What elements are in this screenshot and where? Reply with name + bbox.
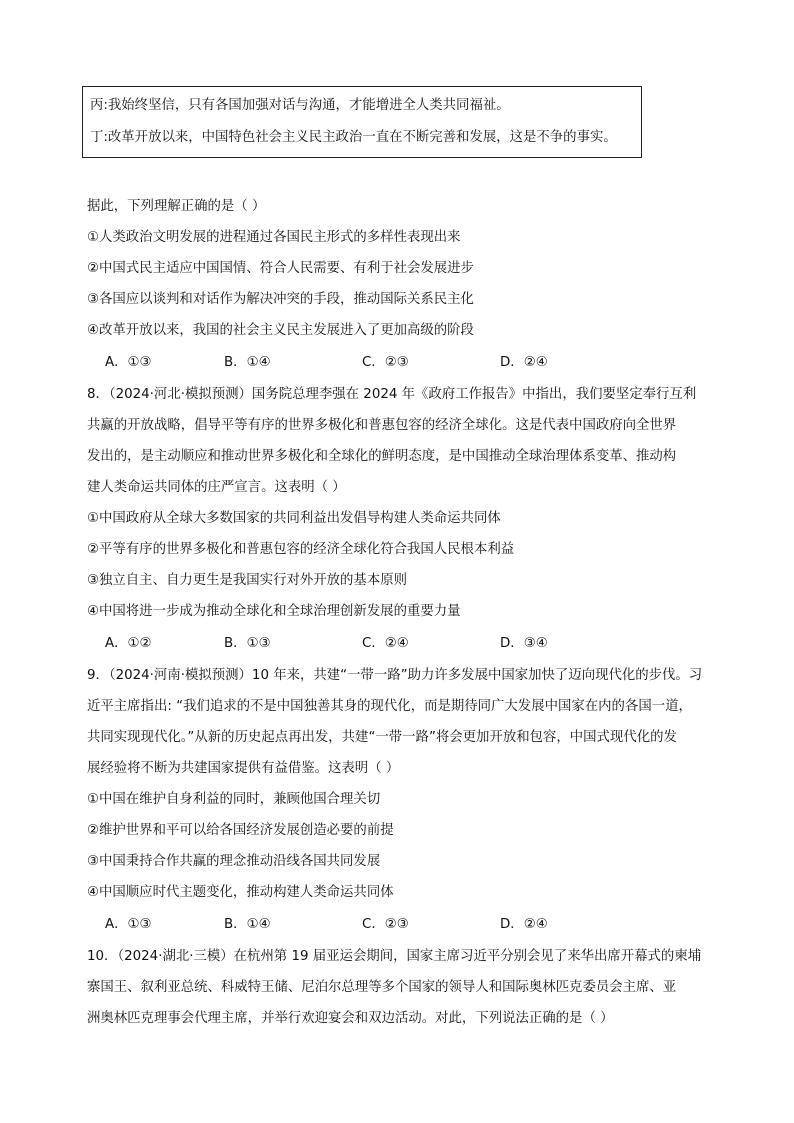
q9-text-line-4: 展经验将不断为共建国家提供有益借鉴。这表明（ ） bbox=[87, 761, 400, 776]
q9-text-line-3: 共同实现现代化。”从新的历史起点再出发，共建“一带一路”将会更加开放和包容，中国式现代化的发 bbox=[87, 730, 677, 745]
q9-statement-3: ③中国秉持合作共赢的理念推动沿线各国共同发展 bbox=[87, 854, 381, 869]
q8-text-line-1: 8．（2024·河北·模拟预测）国务院总理李强在 2024 年《政府工作报告》中指出，我们要坚定奉行互利 bbox=[87, 387, 697, 402]
q9-option-b: B．①④ bbox=[224, 917, 271, 932]
q10-text-line-1: 10．（2024·湖北·三模）在杭州第 19 届亚运会期间，国家主席习近平分别会见了来华出席开幕式的柬埔 bbox=[87, 949, 702, 964]
q7-stem: 据此，下列理解正确的是（ ） bbox=[87, 199, 266, 214]
q9-statement-2: ②维护世界和平可以给各国经济发展创造必要的前提 bbox=[87, 823, 394, 838]
q9-option-a: A．①③ bbox=[105, 917, 152, 932]
q7-option-a: A．①③ bbox=[105, 355, 152, 370]
q10-text-line-3: 洲奥林匹克理事会代理主席，并举行欢迎宴会和双边活动。对此，下列说法正确的是（ ） bbox=[87, 1011, 614, 1026]
q8-option-c: C．②④ bbox=[362, 636, 409, 651]
q8-option-b: B．①③ bbox=[224, 636, 271, 651]
q10-text-line-2: 寨国王、叙利亚总统、科威特王储、尼泊尔总理等多个国家的领导人和国际奥林匹克委员会主席、亚 bbox=[87, 980, 677, 995]
q7-option-d: D．②④ bbox=[500, 355, 548, 370]
q9-statement-1: ①中国在维护自身利益的同时，兼顾他国合理关切 bbox=[87, 792, 381, 807]
q7-option-b: B．①④ bbox=[224, 355, 271, 370]
q7-statement-4: ④改革开放以来，我国的社会主义民主发展进入了更加高级的阶段 bbox=[87, 323, 474, 338]
q9-option-d: D．②④ bbox=[500, 917, 548, 932]
q7-statement-1: ①人类政治文明发展的进程通过各国民主形式的多样性表现出来 bbox=[87, 230, 461, 245]
q8-text-line-3: 发出的，是主动顺应和推动世界多极化和全球化的鲜明态度，是中国推动全球治理体系变革、推动构 bbox=[87, 449, 677, 464]
q9-option-c: C．②③ bbox=[362, 917, 409, 932]
q8-statement-4: ④中国将进一步成为推动全球化和全球治理创新发展的重要力量 bbox=[87, 604, 461, 619]
excerpt-line-ding: 丁:改革开放以来，中国特色社会主义民主政治一直在不断完善和发展，这是不争的事实。 bbox=[90, 130, 617, 145]
excerpt-line-bing: 丙:我始终坚信，只有各国加强对话与沟通，才能增进全人类共同福祉。 bbox=[90, 98, 510, 113]
q8-statement-3: ③独立自主、自力更生是我国实行对外开放的基本原则 bbox=[87, 573, 407, 588]
q9-text-line-1: 9．（2024·河南·模拟预测）10 年来，共建“一带一路”助力许多发展中国家加快了迈向现代化的步伐。习 bbox=[87, 668, 703, 683]
q8-option-a: A．①② bbox=[105, 636, 152, 651]
q8-statement-1: ①中国政府从全球大多数国家的共同利益出发倡导构建人类命运共同体 bbox=[87, 511, 501, 526]
q8-option-d: D．③④ bbox=[500, 636, 548, 651]
excerpt-box bbox=[82, 86, 642, 158]
q7-statement-3: ③各国应以谈判和对话作为解决冲突的手段，推动国际关系民主化 bbox=[87, 292, 474, 307]
q7-option-c: C．②③ bbox=[362, 355, 409, 370]
q9-text-line-2: 近平主席指出: “我们追求的不是中国独善其身的现代化，而是期待同广大发展中国家在内的各国一道， bbox=[87, 699, 692, 714]
q8-text-line-2: 共赢的开放战略，倡导平等有序的世界多极化和普惠包容的经济全球化。这是代表中国政府向全世界 bbox=[87, 418, 677, 433]
q8-text-line-4: 建人类命运共同体的庄严宣言。这表明（ ） bbox=[87, 480, 346, 495]
q8-statement-2: ②平等有序的世界多极化和普惠包容的经济全球化符合我国人民根本利益 bbox=[87, 542, 515, 557]
q7-statement-2: ②中国式民主适应中国国情、符合人民需要、有利于社会发展进步 bbox=[87, 261, 474, 276]
q9-statement-4: ④中国顺应时代主题变化，推动构建人类命运共同体 bbox=[87, 885, 394, 900]
